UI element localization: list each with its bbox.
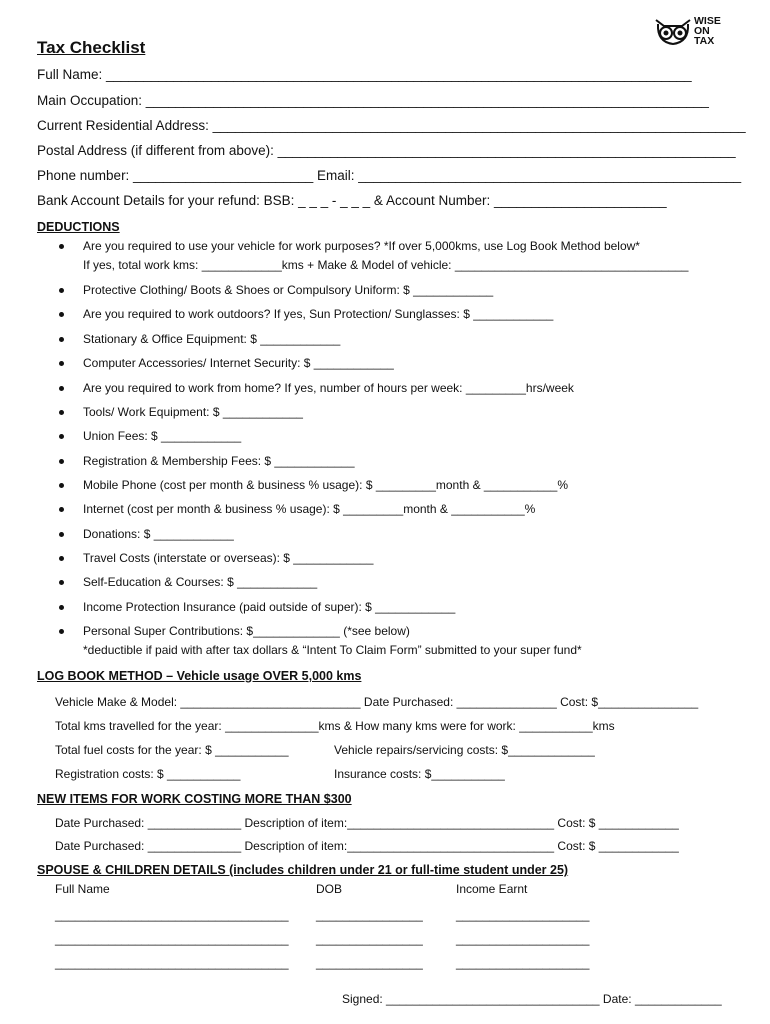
main-occupation-field[interactable]: Main Occupation: ___________________________________________________________________________ <box>37 93 709 108</box>
col-income: Income Earnt <box>456 882 528 896</box>
logbook-heading: LOG BOOK METHOD – Vehicle usage OVER 5,000 kms <box>37 669 362 683</box>
bullet <box>59 605 64 610</box>
logbook-vehicle-row[interactable]: Vehicle Make & Model: ___________________________ Date Purchased: _______________ Cost: $_______________ <box>55 695 699 709</box>
logo-text: WISE ON TAX <box>694 15 721 47</box>
bullet <box>59 434 64 439</box>
spouse-name-line[interactable]: ___________________________________ <box>55 908 289 922</box>
deduction-home[interactable]: Are you required to work from home? If yes, number of hours per week: _________hrs/week <box>83 381 574 395</box>
deduction-income-protection[interactable]: Income Protection Insurance (paid outside of super): $ ____________ <box>83 600 456 614</box>
full-name-field[interactable]: Full Name: ______________________________________________________________________________ <box>37 67 692 82</box>
bank-account-field[interactable]: Bank Account Details for your refund: BSB: _ _ _ - _ _ _ & Account Number: _______________________ <box>37 193 667 208</box>
logbook-fuel[interactable]: Total fuel costs for the year: $ ___________ <box>55 743 289 757</box>
deduction-outdoors[interactable]: Are you required to work outdoors? If yes, Sun Protection/ Sunglasses: $ ____________ <box>83 307 554 321</box>
page-title: Tax Checklist <box>37 38 146 57</box>
col-dob: DOB <box>316 882 343 896</box>
spouse-dob-line[interactable]: ________________ <box>316 932 423 946</box>
deduction-stationary[interactable]: Stationary & Office Equipment: $ ____________ <box>83 332 341 346</box>
postal-address-field[interactable]: Postal Address (if different from above): _____________________________________________________________ <box>37 143 736 158</box>
logbook-registration[interactable]: Registration costs: $ ___________ <box>55 767 241 781</box>
bullet <box>59 337 64 342</box>
signature-date-line[interactable]: Signed: ________________________________ Date: _____________ <box>342 992 722 1006</box>
deduction-mobile[interactable]: Mobile Phone (cost per month & business % usage): $ _________month & ___________% <box>83 478 568 492</box>
spouse-dob-line[interactable]: ________________ <box>316 956 423 970</box>
deduction-computer[interactable]: Computer Accessories/ Internet Security: $ ____________ <box>83 356 394 370</box>
logbook-insurance[interactable]: Insurance costs: $___________ <box>334 767 505 781</box>
deductions-heading: DEDUCTIONS <box>37 220 120 234</box>
deduction-vehicle: Are you required to use your vehicle for work purposes? *If over 5,000kms, use Log Book Method below* <box>83 239 640 253</box>
wise-on-tax-logo <box>654 16 734 50</box>
logbook-kms-row[interactable]: Total kms travelled for the year: ______________kms & How many kms were for work: ___________kms <box>55 719 615 733</box>
deduction-clothing[interactable]: Protective Clothing/ Boots & Shoes or Compulsory Uniform: $ ____________ <box>83 283 494 297</box>
bullet <box>59 244 64 249</box>
bullet <box>59 629 64 634</box>
residential-address-field[interactable]: Current Residential Address: _______________________________________________________________________ <box>37 118 746 133</box>
spouse-income-line[interactable]: ____________________ <box>456 956 590 970</box>
spouse-dob-line[interactable]: ________________ <box>316 908 423 922</box>
deduction-vehicle-details[interactable]: If yes, total work kms: ____________kms + Make & Model of vehicle: ___________________________________ <box>83 258 689 272</box>
spouse-income-line[interactable]: ____________________ <box>456 932 590 946</box>
newitem-row[interactable]: Date Purchased: ______________ Description of item:_______________________________ Cost: $ ____________ <box>55 816 679 830</box>
bullet <box>59 556 64 561</box>
owl-icon <box>654 16 692 46</box>
bullet <box>59 532 64 537</box>
bullet <box>59 386 64 391</box>
deduction-super[interactable]: Personal Super Contributions: $_____________ (*see below) <box>83 624 410 638</box>
deduction-union[interactable]: Union Fees: $ ____________ <box>83 429 242 443</box>
bullet <box>59 483 64 488</box>
super-note: *deductible if paid with after tax dollars & “Intent To Claim Form” submitted to your super fund* <box>83 643 582 657</box>
bullet <box>59 288 64 293</box>
logbook-repairs[interactable]: Vehicle repairs/servicing costs: $_____________ <box>334 743 595 757</box>
newitem-row[interactable]: Date Purchased: ______________ Description of item:_______________________________ Cost: $ ____________ <box>55 839 679 853</box>
deduction-donations[interactable]: Donations: $ ____________ <box>83 527 234 541</box>
spouse-name-line[interactable]: ___________________________________ <box>55 932 289 946</box>
deduction-registration[interactable]: Registration & Membership Fees: $ ____________ <box>83 454 355 468</box>
spouse-income-line[interactable]: ____________________ <box>456 908 590 922</box>
bullet <box>59 507 64 512</box>
deduction-travel[interactable]: Travel Costs (interstate or overseas): $ ____________ <box>83 551 374 565</box>
bullet <box>59 361 64 366</box>
bullet <box>59 459 64 464</box>
deduction-internet[interactable]: Internet (cost per month & business % usage): $ _________month & ___________% <box>83 502 536 516</box>
spouse-heading: SPOUSE & CHILDREN DETAILS (includes children under 21 or full-time student under 25) <box>37 863 569 877</box>
spouse-name-line[interactable]: ___________________________________ <box>55 956 289 970</box>
bullet <box>59 312 64 317</box>
phone-email-field[interactable]: Phone number: ________________________ Email: ___________________________________________________ <box>37 168 742 183</box>
deduction-tools[interactable]: Tools/ Work Equipment: $ ____________ <box>83 405 303 419</box>
deduction-education[interactable]: Self-Education & Courses: $ ____________ <box>83 575 318 589</box>
bullet <box>59 410 64 415</box>
bullet <box>59 580 64 585</box>
newitems-heading: NEW ITEMS FOR WORK COSTING MORE THAN $300 <box>37 792 352 806</box>
col-full-name: Full Name <box>55 882 110 896</box>
